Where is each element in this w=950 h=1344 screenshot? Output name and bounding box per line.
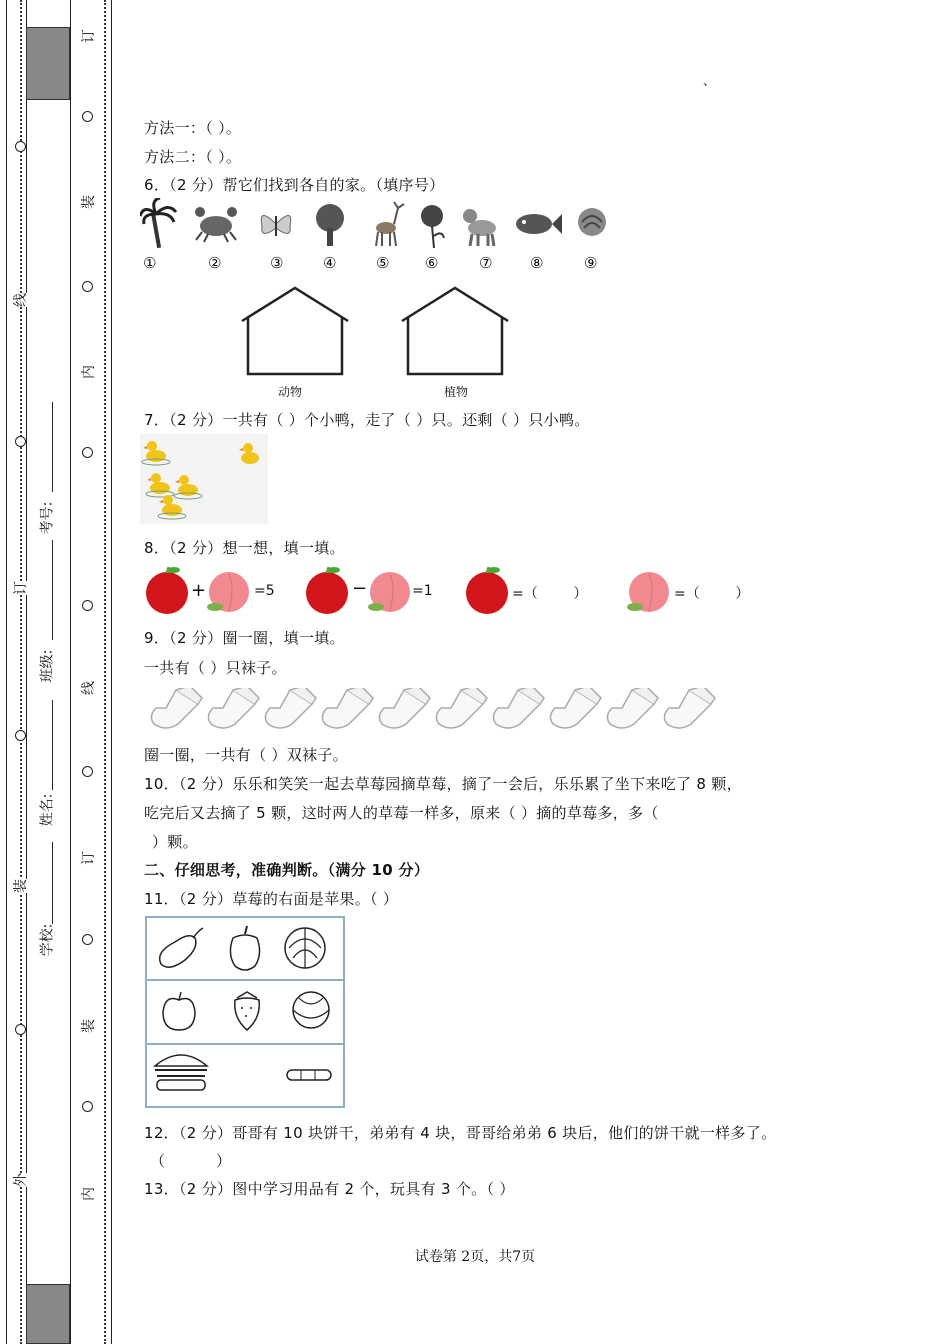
socks-row	[146, 688, 716, 732]
butterfly-icon	[261, 215, 290, 236]
deer-icon	[376, 202, 404, 246]
peach-icon	[205, 567, 255, 615]
crab-icon	[195, 207, 237, 242]
question-10-line-1: 10．（2 分）乐乐和笑笑一起去草莓园摘草莓，摘了一会后，乐乐累了坐下来吃了 8 颗，	[144, 775, 742, 793]
equation-result: =1	[412, 583, 433, 599]
margin-label: 内	[78, 1187, 98, 1201]
item-number: ①	[143, 254, 157, 272]
ducks-picture	[140, 434, 268, 524]
question-6: 6．（2 分）帮它们找到各自的家。（填序号）	[144, 176, 445, 194]
exam-number-label: 考号:	[36, 502, 56, 535]
stray-mark: 、	[703, 74, 716, 88]
sock-icon	[208, 688, 259, 728]
class-field[interactable]	[52, 540, 53, 640]
binding-hole-circle	[82, 447, 93, 458]
item-number: ②	[208, 254, 222, 272]
margin-gray-band-bottom	[26, 1284, 70, 1344]
peach-icon	[625, 567, 675, 615]
equation-result: =5	[254, 583, 275, 599]
method-two-line: 方法二：（ ）。	[144, 148, 242, 166]
binding-hole-circle	[15, 730, 26, 741]
dog-icon	[463, 209, 496, 246]
sock-icon	[265, 688, 316, 728]
school-label: 学校:	[36, 924, 56, 957]
sock-icon	[322, 688, 373, 728]
item-number: ⑦	[479, 254, 493, 272]
socks-count-line: 一共有（ ）只袜子。	[144, 659, 287, 677]
margin-border-left	[6, 0, 7, 1344]
equation-blank[interactable]: =（ ）	[674, 586, 750, 602]
rose-icon	[421, 205, 444, 248]
outer-dotted-line	[20, 0, 22, 1344]
binding-hole-circle	[82, 111, 93, 122]
section-2-heading: 二、仔细思考，准确判断。（满分 10 分）	[144, 861, 430, 879]
margin-line	[70, 0, 71, 1344]
sock-icon	[151, 688, 202, 728]
sock-icon	[493, 688, 544, 728]
equation-blank[interactable]: =（ ）	[512, 586, 588, 602]
apple-icon	[142, 565, 192, 615]
sock-icon	[550, 688, 601, 728]
margin-label: 装	[78, 1019, 98, 1033]
binding-hole-circle	[15, 1024, 26, 1035]
item-number: ⑤	[376, 254, 390, 272]
question-13: 13．（2 分）图中学习用品有 2 个，玩具有 3 个。（ ）	[144, 1180, 515, 1198]
exam-number-field[interactable]	[52, 402, 53, 492]
binding-hole-circle	[82, 600, 93, 611]
minus-sign: −	[352, 578, 368, 599]
food-grid	[145, 916, 345, 1108]
sock-icon	[607, 688, 658, 728]
plus-sign: +	[191, 580, 207, 601]
name-field[interactable]	[52, 700, 53, 790]
palm-tree-icon	[140, 198, 176, 248]
margin-label: 订	[10, 581, 30, 595]
cabbage-icon	[578, 208, 606, 236]
binding-margin	[0, 0, 112, 1344]
inner-dotted-line	[104, 0, 106, 1344]
school-field[interactable]	[52, 842, 53, 924]
socks-pairs-line: 圈一圈，一共有（ ）双袜子。	[144, 746, 348, 764]
question-12-answer[interactable]: （ ）	[150, 1152, 232, 1170]
name-label: 姓名:	[36, 794, 56, 827]
question-12-line-1: 12．（2 分）哥哥有 10 块饼干，弟弟有 4 块，哥哥给弟弟 6 块后，他们的饼干就一样多了。	[144, 1124, 777, 1142]
plant-house	[402, 288, 508, 374]
method-one-line: 方法一：（ ）。	[144, 119, 242, 137]
plant-house-label: 植物	[444, 385, 469, 399]
margin-label: 装	[10, 879, 30, 893]
question-10-line-2: 吃完后又去摘了 5 颗，这时两人的草莓一样多，原来（ ）摘的草莓多，多（	[144, 804, 659, 822]
margin-label: 线	[78, 681, 98, 695]
question-9: 9．（2 分）圈一圈，填一填。	[144, 629, 345, 647]
question-7: 7．（2 分）一共有（ ）个小鸭，走了（ ）只。还剩（ ）只小鸭。	[144, 411, 590, 429]
class-label: 班级:	[36, 650, 56, 683]
animal-house	[242, 288, 348, 374]
margin-label: 线	[10, 293, 30, 307]
margin-border-right	[111, 0, 112, 1344]
question-11: 11．（2 分）草莓的右面是苹果。（ ）	[144, 890, 399, 908]
sock-icon	[664, 688, 715, 728]
sock-icon	[379, 688, 430, 728]
binding-hole-circle	[82, 934, 93, 945]
item-number: ⑥	[425, 254, 439, 272]
question-8: 8．（2 分）想一想，填一填。	[144, 539, 345, 557]
margin-line	[26, 0, 27, 1344]
question-10-line-3: ）颗。	[152, 833, 198, 851]
item-number: ⑧	[530, 254, 544, 272]
margin-label: 装	[78, 195, 98, 209]
animal-house-label: 动物	[278, 385, 303, 399]
margin-label: 订	[78, 29, 98, 43]
binding-hole-circle	[82, 1101, 93, 1112]
margin-label: 外	[10, 1173, 30, 1187]
page-footer: 试卷第 2页，共7页	[414, 1249, 536, 1265]
binding-hole-circle	[82, 766, 93, 777]
tree-icon	[316, 204, 344, 246]
q6-picture-row	[140, 198, 620, 250]
apple-icon	[302, 565, 352, 615]
binding-hole-circle	[82, 281, 93, 292]
binding-hole-circle	[15, 436, 26, 447]
item-number: ⑨	[584, 254, 598, 272]
margin-gray-band-top	[26, 27, 70, 100]
houses-diagram	[238, 284, 518, 378]
item-number: ④	[323, 254, 337, 272]
margin-label: 订	[78, 851, 98, 865]
binding-hole-circle	[15, 141, 26, 152]
fish-icon	[516, 214, 562, 234]
item-number: ③	[270, 254, 284, 272]
apple-icon	[462, 565, 512, 615]
peach-icon	[366, 567, 416, 615]
sock-icon	[436, 688, 487, 728]
margin-label: 内	[78, 365, 98, 379]
